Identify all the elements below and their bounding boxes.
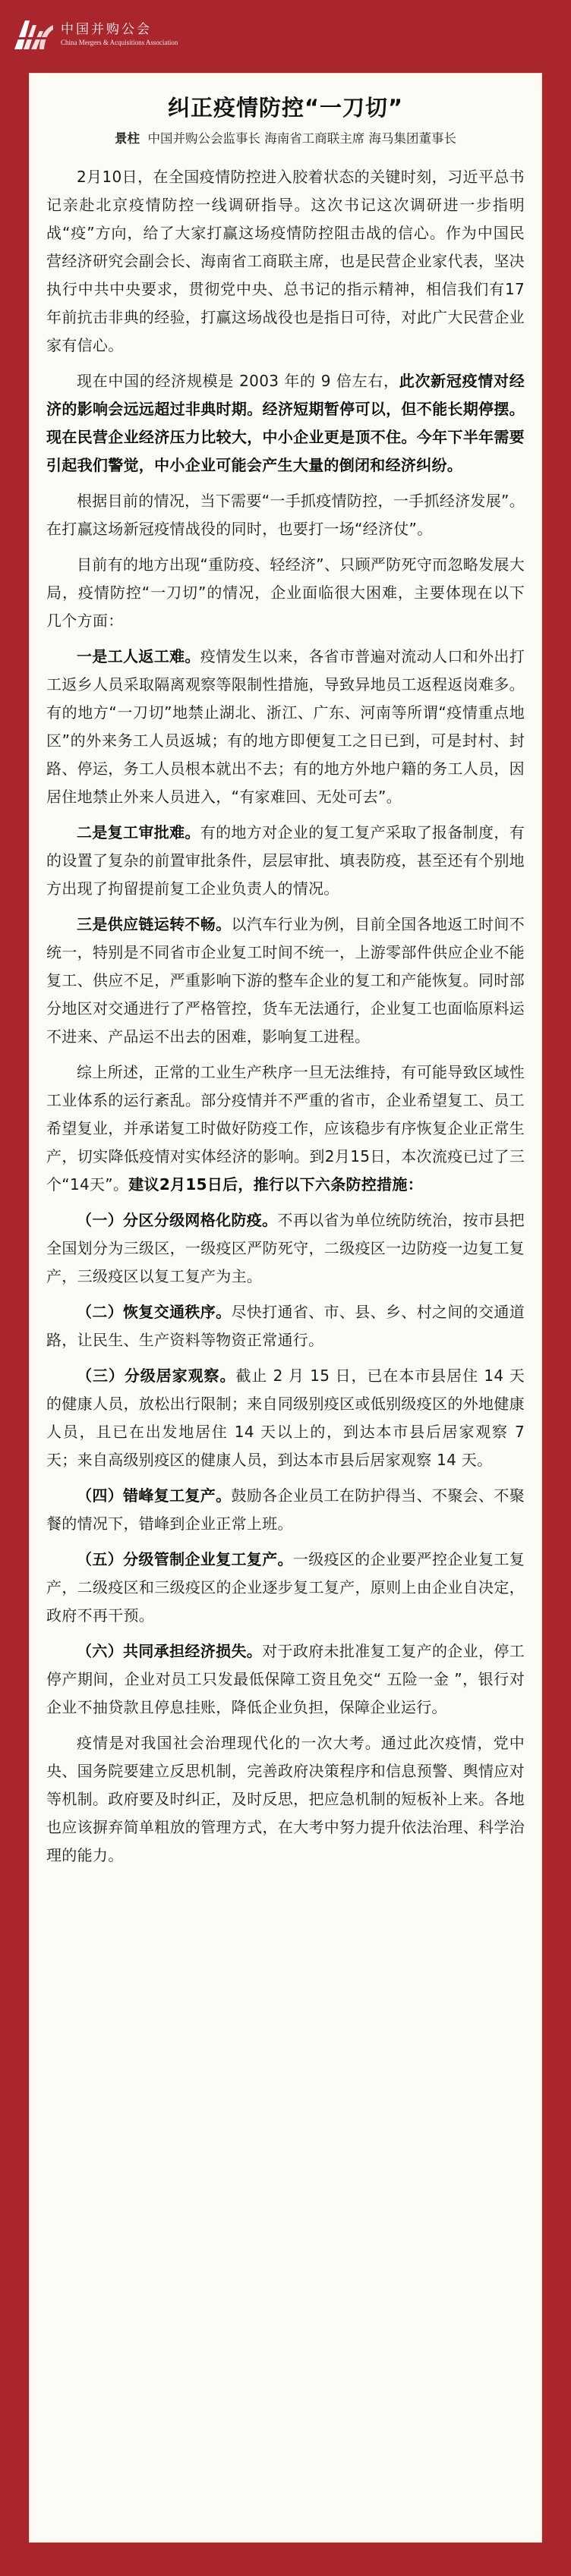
measure-2-text: 尽快打通省、市、县、乡、村之间的交通道路，让民生、生产资料等物资正常通行。: [46, 1303, 525, 1349]
paragraph-problem-3: [46, 911, 525, 1051]
author-byline: [46, 128, 525, 149]
measure-6-text: 对于政府未批准复工复产的企业，停工停产期间，企业对员工只发最低保障工资且免交“ 五险一金 ”，银行对企业不抽贷款且停息挂账，降低企业负担，保障企业运行。: [46, 1642, 525, 1716]
measure-3-heading: （三）分级居家观察。: [77, 1367, 236, 1385]
paragraph-economy: [46, 367, 525, 480]
problem-3-text: 以汽车行业为例，目前全国各地返工时间不统一，特别是不同省市企业复工时间不统一，上游零部件供应企业不能复工、供应不足，严重影响下游的整车企业的复工和产能恢复。同时部分地区对交通进行了严格管控，货车无法通行，企业复工也面临原料运不进来、产品运不出去的困难，影响复工进程。: [46, 915, 525, 1046]
paragraph-problem-2: [46, 819, 525, 903]
measure-3-text: 截止 2 月 15 日，已在本市县居住 14 天的健康人员，放松出行限制；来自同级别疫区或低别级疫区的外地健康人员，且已在出发地居住 14 天以上的，到达本市县后居家观察 7 天；来自高级别疫区的健康人员，到达本市县后居家观察 14 天。: [46, 1367, 525, 1469]
paragraph-intro: 2月10日，在全国疫情防控进入胶着状态的关键时刻，习近平总书记亲赴北京疫情防控一线调研指导。这次书记这次调研进一步指明战“疫”方向，给了大家打赢这场疫情防控阻击战的信心。作为中国民营经济研究会副会长、海南省工商联主席，也是民营企业家代表，坚决执行中共中央要求，贯彻党中央、总书记的指示精神，相信我们有17年前抗击非典的经验，打赢这场战役也是指日可待，对此广大民营企业家有信心。: [46, 168, 525, 354]
measure-2: [46, 1298, 525, 1354]
paragraph-economy-lead: 现在中国的经济规模是 2003 年的 9 倍左右，: [77, 372, 399, 390]
org-logo-icon: [12, 14, 55, 54]
problem-1-text: 疫情发生以来，各省市普遍对流动人口和外出打工返乡人员采取隔离观察等限制性措施，导致异地员工返程返岗难多。有的地方“一刀切”地禁止湖北、浙江、广东、河南等所谓“疫情重点地区”的外来务工人员返城；有的地方即便复工之日已到，可是封村、封路、停运，务工人员根本就出不去；有的地方外地户籍的务工人员，因居住地禁止外来人员进入，“有家难回、无处可去”。: [46, 647, 525, 806]
measure-6: [46, 1637, 525, 1722]
article-card: [29, 73, 542, 2543]
problem-3-heading: 三是供应链运转不畅。: [77, 915, 232, 933]
summary-proposal: 建议2月15日后，推行以下六条防控措施：: [128, 1175, 424, 1194]
measure-3: [46, 1362, 525, 1474]
org-logo: [12, 12, 178, 56]
measure-5-text: 一级疫区的企业要严控企业复工复产，二级疫区和三级疫区的企业逐步复工复产，原则上由企业自决定，政府不再干预。: [46, 1550, 525, 1625]
measure-4: [46, 1482, 525, 1538]
measure-1: [46, 1206, 525, 1291]
paragraph-problems-intro: 目前有的地方出现“重防疫、轻经济”、只顾严防死守而忽略发展大局，疫情防控“一刀切”的情况，企业面临很大困难，主要体现在以下几个方面：: [46, 555, 525, 630]
paragraph-conclusion: 疫情是对我国社会治理现代化的一次大考。通过此次疫情，党中央、国务院要建立反思机制，完善政府决策程序和信息预警、舆情应对等机制。政府要及时纠正，及时反思，把应急机制的短板补上来。各地也应该摒弃简单粗放的管理方式，在大考中努力提升依法治理、科学治理的能力。: [46, 1734, 525, 1864]
measure-5-heading: （五）分级管制企业复工复产。: [77, 1550, 293, 1568]
measure-1-text: 不再以省为单位统防统治，按市县把全国划分为三级区，一级疫区严防死守，二级疫区一边防疫一边复工复产，三级疫区以复工复产为主。: [46, 1211, 525, 1285]
problem-1-heading: 一是工人返工难。: [77, 647, 200, 665]
org-name-cn: 中国并购公会: [61, 22, 152, 37]
article-title: 纠正疫情防控“一刀切”: [167, 95, 404, 121]
paragraph-problem-1: [46, 643, 525, 811]
problem-2-text: 有的地方对企业的复工复产采取了报备制度，有的设置了复杂的前置审批条件，层层审批、填表防疫，甚至还有个别地方出现了拘留提前复工企业负责人的情况。: [46, 823, 525, 898]
org-name-en: China Mergers & Acquisitions Association: [61, 39, 178, 46]
measure-5: [46, 1546, 525, 1630]
summary-text: 综上所述，正常的工业生产秩序一旦无法维持，有可能导致区域性工业体系的运行紊乱。部分疫情并不严重的省市，企业希望复工、员工希望复业，并承诺复工时做好防疫工作，应该稳步有序恢复企业正常生产，切实降低疫情对实体经济的影响。到2月15日，本次流疫已过了三个“14天”。: [46, 1063, 525, 1194]
measure-2-heading: （二）恢复交通秩序。: [77, 1303, 232, 1321]
author-name: 景柱: [115, 131, 140, 146]
paragraph-two-hands: 根据目前的情况，当下需要“一手抓疫情防控，一手抓经济发展”。在打赢这场新冠疫情战役的同时，也要打一场“经济仗”。: [46, 492, 525, 538]
measure-4-heading: （四）错峰复工复产。: [77, 1486, 232, 1505]
problem-2-heading: 二是复工审批难。: [77, 823, 200, 841]
measure-1-heading: （一）分区分级网格化防疫。: [77, 1211, 278, 1229]
measure-6-heading: （六）共同承担经济损失。: [77, 1642, 263, 1660]
measure-4-text: 鼓励各企业员工在防护得当、不聚会、不聚餐的情况下，错峰到企业正常上班。: [46, 1486, 525, 1533]
paragraph-economy-emphasis: 此次新冠疫情对经济的影响会远远超过非典时期。经济短期暂停可以，但不能长期停摆。现在民营企业经济压力比较大，中小企业更是顶不住。今年下半年需要引起我们警觉，中小企业可能会产生大量的倒闭和经济纠纷。: [46, 372, 525, 474]
author-titles: 中国并购公会监事长 海南省工商联主席 海马集团董事长: [147, 131, 456, 146]
paragraph-summary: [46, 1058, 525, 1199]
